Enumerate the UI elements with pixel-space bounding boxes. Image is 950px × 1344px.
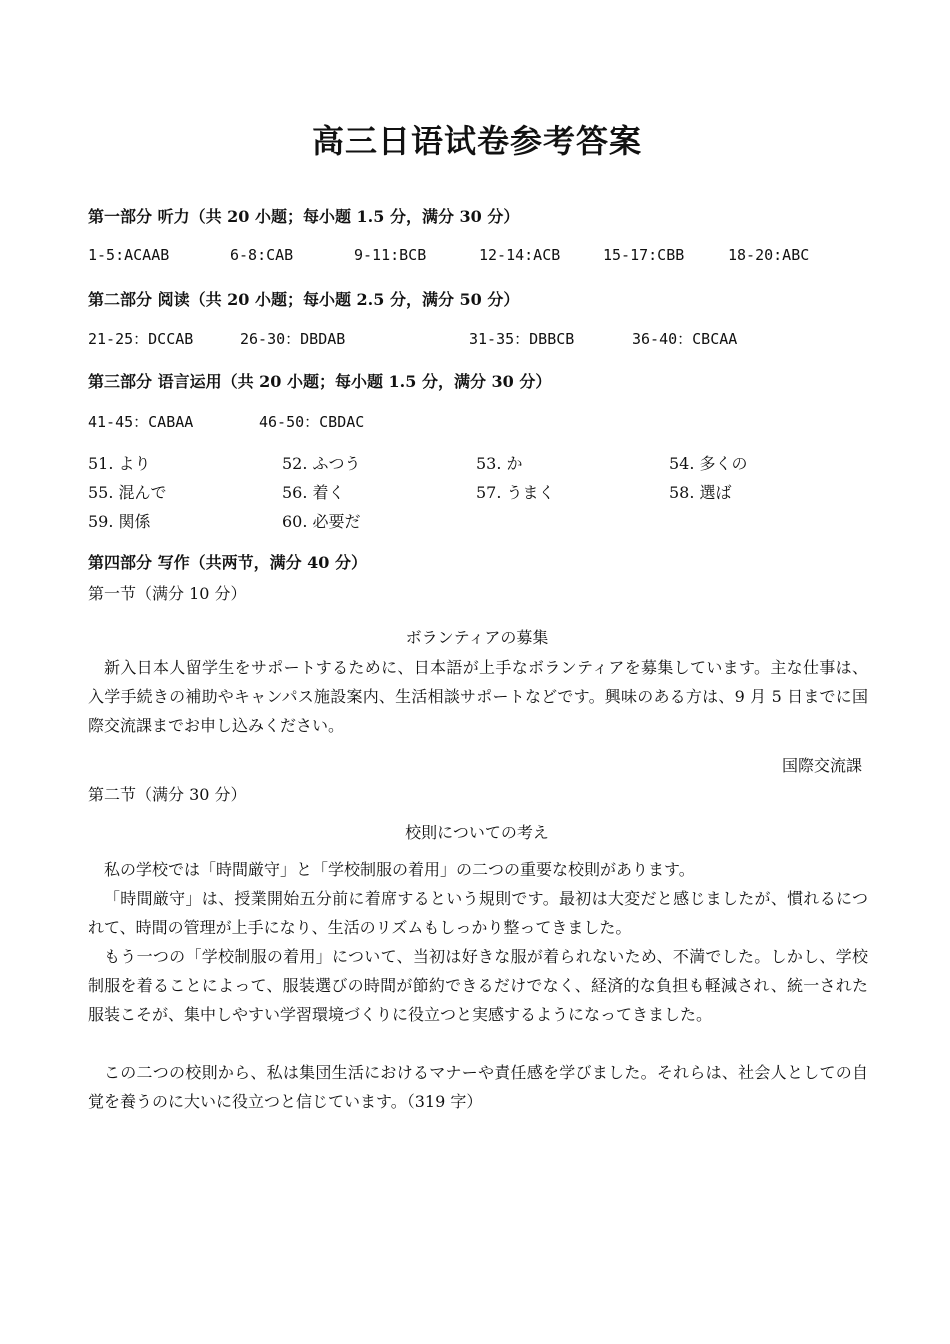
fill-answer: 52. ふつう: [282, 454, 361, 473]
part3-heading: 第三部分 语言运用（共 20 小题；每小题 1.5 分，满分 30 分）: [88, 372, 552, 391]
section2-label: 第二节（满分 30 分）: [88, 785, 247, 804]
answer-group: 9-11:BCB: [354, 246, 427, 264]
answer-group: 18-20:ABC: [728, 246, 810, 264]
answer-group: 41-45：CABAA: [88, 413, 194, 431]
fill-answer: 53. か: [476, 454, 523, 473]
fill-answer: 57. うまく: [476, 483, 555, 502]
fill-answer: 59. 関係: [88, 512, 151, 531]
part2-heading: 第二部分 阅读（共 20 小题；每小题 2.5 分，满分 50 分）: [88, 290, 520, 309]
section1-body: 新入日本人留学生をサポートするために、日本語が上手なボランティアを募集しています。主な仕事は、入学手続きの補助やキャンパス施設案内、生活相談サポートなどです。興味のある方は、9 月 5 日までに国際交流課までお申し込みください。: [88, 658, 868, 735]
answer-group: 15-17:CBB: [603, 246, 685, 264]
essay-paragraph: 「時間厳守」は、授業開始五分前に着席するという規則です。最初は大変だと感じましたが、慣れるにつれて、時間の管理が上手になり、生活のリズムもしっかり整ってきました。: [88, 889, 868, 937]
answer-group: 26-30：DBDAB: [240, 330, 346, 348]
answer-group: 12-14:ACB: [479, 246, 561, 264]
part4-heading: 第四部分 写作（共两节，满分 40 分）: [88, 553, 367, 572]
answer-group: 21-25：DCCAB: [88, 330, 194, 348]
answer-group: 31-35：DBBCB: [469, 330, 575, 348]
answer-group: 36-40：CBCAA: [632, 330, 738, 348]
essay-paragraph: 私の学校では「時間厳守」と「学校制服の着用」の二つの重要な校則があります。: [104, 860, 695, 879]
page-title: 高三日语试卷参考答案: [311, 122, 642, 160]
fill-answer: 55. 混んで: [88, 483, 167, 502]
fill-answer: 56. 着く: [282, 483, 345, 502]
fill-answer: 60. 必要だ: [282, 512, 361, 531]
answer-group: 1-5:ACAAB: [88, 246, 170, 264]
part1-heading: 第一部分 听力（共 20 小题；每小题 1.5 分，满分 30 分）: [88, 207, 520, 226]
essay-paragraph: もう一つの「学校制服の着用」について、当初は好きな服が着られないため、不満でした。しかし、学校制服を着ることによって、服装選びの時間が節約できるだけでなく、経済的な負担も軽減され、統一された服装こそが、集中しやすい学習環境づくりに役立つと実感するようになってきました。: [88, 947, 868, 1024]
fill-answer: 58. 選ば: [669, 483, 732, 502]
fill-answer: 54. 多くの: [669, 454, 748, 473]
section1-essay-title: ボランティアの募集: [405, 628, 549, 647]
answer-group: 46-50：CBDAC: [259, 413, 365, 431]
fill-answer: 51. より: [88, 454, 151, 473]
section2-essay-title: 校則についての考え: [405, 823, 549, 842]
section1-signature: 国際交流課: [781, 756, 862, 775]
answer-group: 6-8:CAB: [230, 246, 294, 264]
section1-label: 第一节（满分 10 分）: [88, 584, 247, 603]
essay-paragraph: この二つの校則から、私は集団生活におけるマナーや責任感を学びました。それらは、社会人としての自覚を養うのに大いに役立つと信じています。（319 字）: [88, 1063, 868, 1111]
